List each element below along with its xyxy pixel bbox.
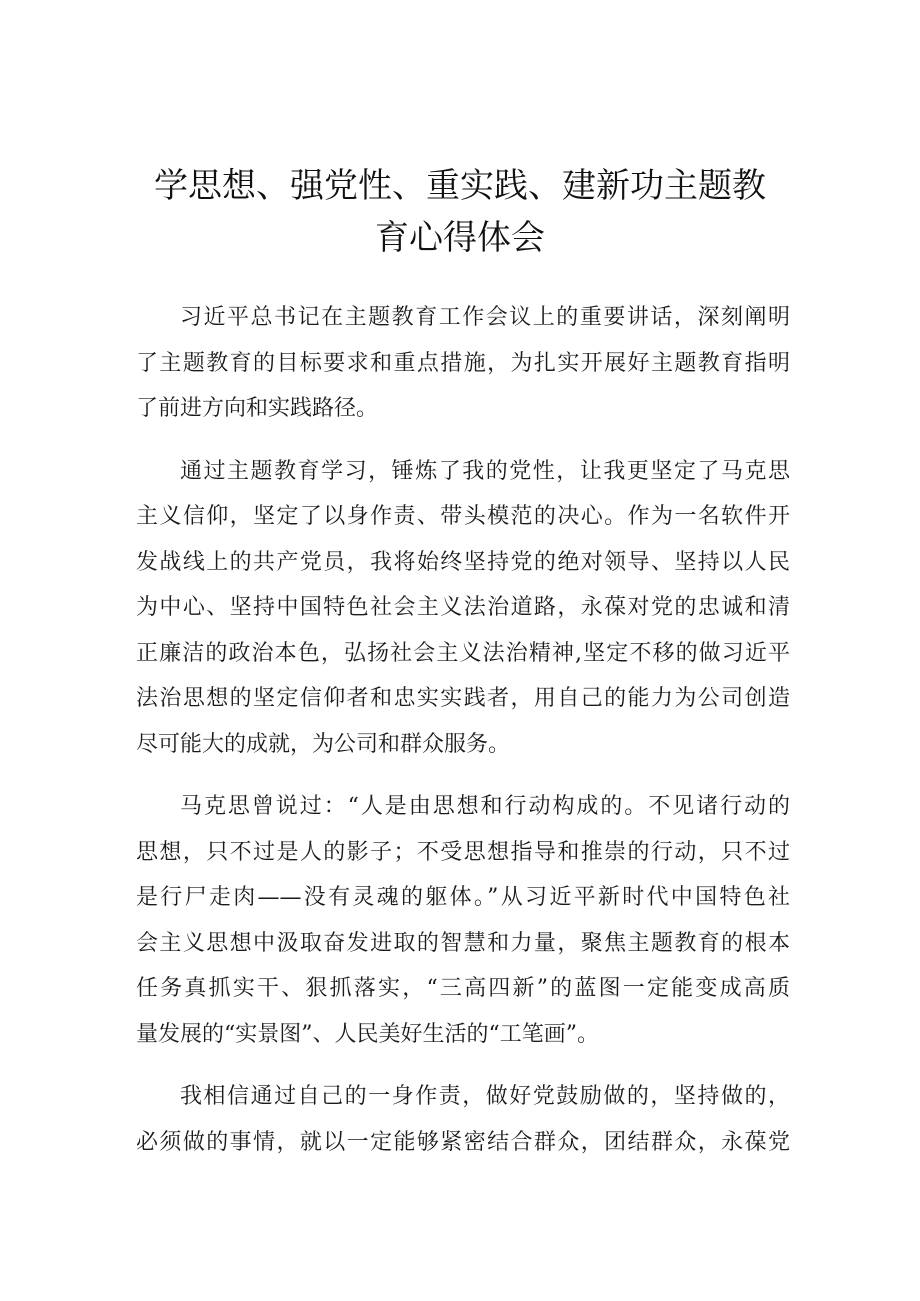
paragraph-line: 必须做的事情，就以一定能够紧密结合群众，团结群众，永葆党 [136, 1129, 790, 1155]
paragraph-line: 正廉洁的政治本色，弘扬社会主义法治精神,坚定不移的做习近平 [136, 640, 790, 666]
paragraph-line: 马克思曾说过：“人是由思想和行动构成的。不见诸行动的 [180, 794, 790, 819]
paragraph-line: 量发展的“实景图”、人民美好生活的“工笔画”。 [136, 1021, 599, 1047]
paragraph-line: 思想，只不过是人的影子；不受思想指导和推崇的行动，只不过 [136, 839, 790, 865]
paragraph-line: 会主义思想中汲取奋发进取的智慧和力量，聚焦主题教育的根本 [136, 930, 790, 956]
paragraph-line: 了前进方向和实践路径。 [136, 396, 379, 421]
paragraph-line: 任务真抓实干、狠抓落实，“三高四新”的蓝图一定能变成高质 [136, 976, 790, 1001]
document-body [136, 300, 790, 1170]
paragraph-line: 通过主题教育学习，锤炼了我的党性，让我更坚定了马克思 [180, 458, 790, 484]
page-title [100, 160, 820, 264]
paragraph-line: 法治思想的坚定信仰者和忠实实践者，用自己的能力为公司创造 [136, 686, 790, 711]
paragraph-line: 尽可能大的成就，为公司和群众服务。 [136, 731, 511, 757]
title-line-2: 育心得体会 [375, 218, 545, 258]
paragraph-line: 我相信通过自己的一身作责，做好党鼓励做的，坚持做的， [180, 1084, 790, 1109]
paragraph-line: 为中心、坚持中国特色社会主义法治道路，永葆对党的忠诚和清 [136, 595, 790, 620]
title-line-1: 学思想、强党性、重实践、建新功主题教 [154, 166, 766, 206]
paragraph-line: 发战线上的共产党员，我将始终坚持党的绝对领导、坚持以人民 [136, 549, 790, 575]
paragraph-2 [136, 454, 790, 773]
paragraph-line: 了主题教育的目标要求和重点措施，为扎实开展好主题教育指明 [136, 350, 790, 376]
paragraph-line: 是行尸走肉——没有灵魂的躯体。”从习近平新时代中国特色社 [136, 885, 790, 910]
paragraph-4 [136, 1079, 790, 1170]
paragraph-1 [136, 300, 790, 437]
paragraph-3 [136, 789, 790, 1062]
paragraph-line: 习近平总书记在主题教育工作会议上的重要讲话，深刻阐明 [180, 305, 790, 330]
paragraph-line: 主义信仰，坚定了以身作责、带头模范的决心。作为一名软件开 [136, 504, 790, 529]
